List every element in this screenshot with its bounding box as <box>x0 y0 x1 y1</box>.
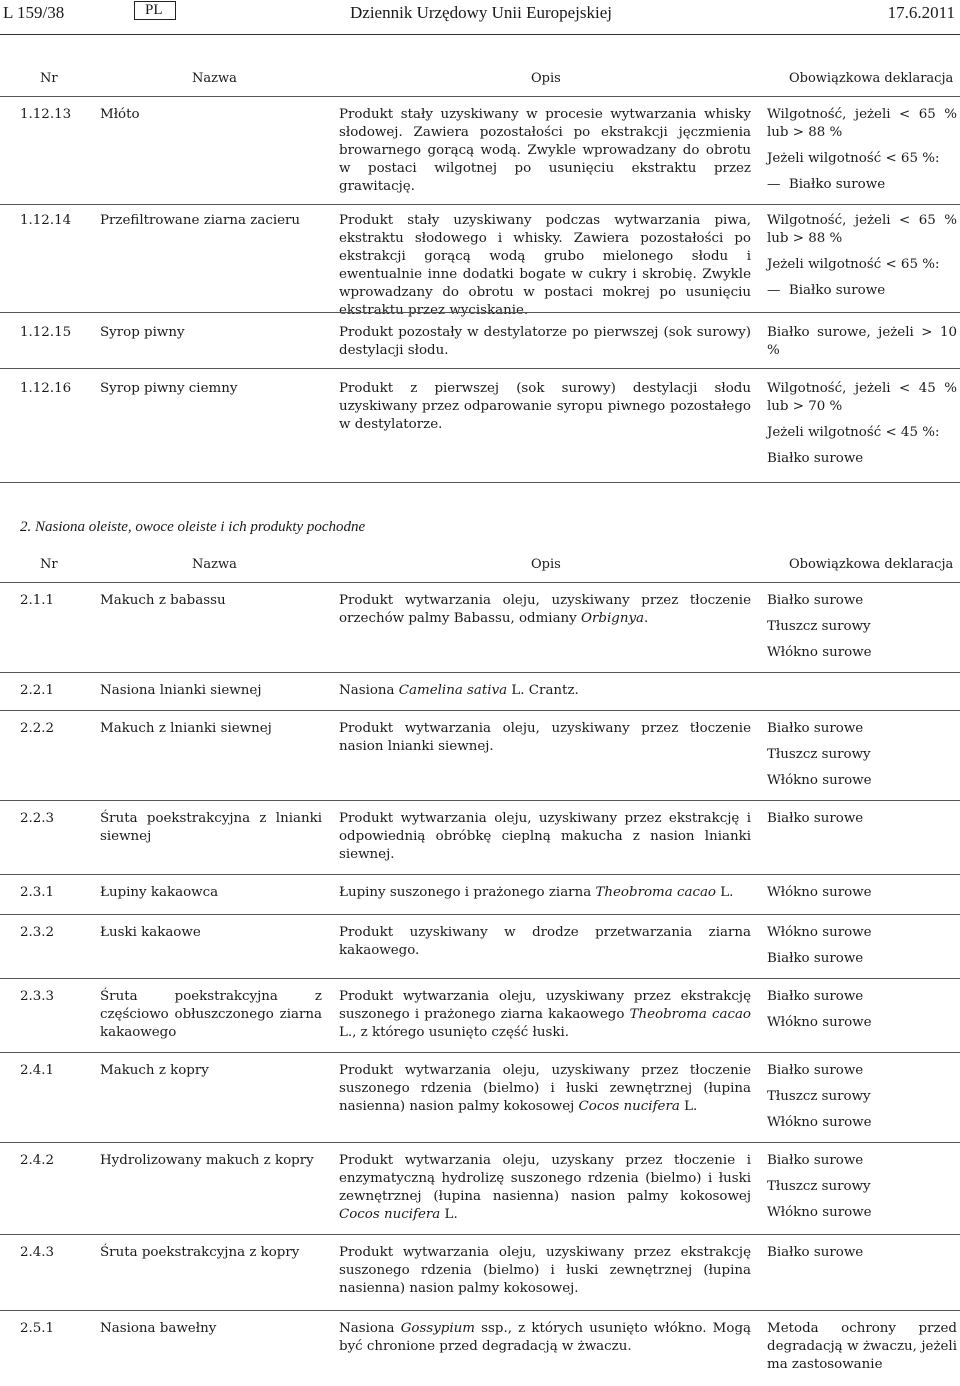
language-badge: PL <box>134 1 176 20</box>
journal-title: Dziennik Urzędowy Unii Europejskiej <box>350 3 613 22</box>
row-nazwa: Syrop piwny <box>100 325 185 340</box>
column-header-nazwa: Nazwa <box>192 557 237 572</box>
row-declaration <box>767 592 957 670</box>
row-nazwa: Makuch z kopry <box>100 1063 209 1078</box>
table-section-1 <box>0 70 960 90</box>
row-rule <box>0 1052 960 1053</box>
row-declaration <box>767 1152 957 1230</box>
row-nazwa: Przefiltrowane ziarna zacieru <box>100 213 301 228</box>
row-nazwa: Śruta poekstrakcyjna z lnianki siewnej <box>100 811 322 844</box>
table-header-rule <box>0 96 960 97</box>
publication-date: 17.6.2011 <box>887 3 955 22</box>
row-nr: 2.3.1 <box>20 885 55 900</box>
row-nr: 2.2.1 <box>20 683 55 698</box>
row-nazwa: Śruta poekstrakcyjna z kopry <box>100 1245 300 1260</box>
row-nr: 2.4.2 <box>20 1153 55 1168</box>
row-rule <box>0 914 960 915</box>
row-opis: Produkt wytwarzania oleju, uzyskiwany przez tłoczenie nasion lnianki siewnej. <box>339 721 751 754</box>
row-opis: Produkt wytwarzania oleju, uzyskany przez tłoczenie i enzymatyczną hydrolizę suszonego rdzenia (bielmo) i łuski zewnętrznej (łupina nasienna) nasion palmy kokosowej Cocos nucifera L. <box>339 1153 751 1222</box>
page-number: L 159/38 <box>3 3 65 22</box>
declaration-line: Metoda ochrony przed degradacją w żwaczu, jeżeli ma zastosowanie <box>767 1321 957 1372</box>
declaration-line: Włókno surowe <box>767 773 872 788</box>
declaration-line: Włókno surowe <box>767 645 872 660</box>
row-nr: 2.3.2 <box>20 925 55 940</box>
row-declaration <box>767 810 957 836</box>
declaration-line: Białko surowe <box>767 1245 864 1260</box>
header-rule <box>0 34 960 35</box>
declaration-line: Włókno surowe <box>767 1115 872 1130</box>
declaration-line: — Białko surowe <box>767 282 957 300</box>
row-declaration <box>767 720 957 798</box>
row-nr: 2.4.3 <box>20 1245 55 1260</box>
table-header-rule <box>0 582 960 583</box>
row-rule <box>0 1234 960 1235</box>
declaration-line: Włókno surowe <box>767 1205 872 1220</box>
row-nr: 2.2.3 <box>20 811 55 826</box>
row-declaration <box>767 380 957 476</box>
row-nazwa: Makuch z lnianki siewnej <box>100 721 272 736</box>
row-rule <box>0 1142 960 1143</box>
declaration-line: Białko surowe <box>767 593 864 608</box>
row-opis: Nasiona Camelina sativa L. Crantz. <box>339 683 579 698</box>
row-nr: 1.12.15 <box>20 325 72 340</box>
row-declaration <box>767 1244 957 1270</box>
declaration-line: Tłuszcz surowy <box>767 1179 871 1194</box>
row-nazwa: Łupiny kakaowca <box>100 885 219 900</box>
row-nazwa: Nasiona lnianki siewnej <box>100 683 262 698</box>
column-header-obowiazkowa: Obowiązkowa deklaracja <box>789 71 954 86</box>
row-opis: Produkt stały uzyskiwany w procesie wytwarzania whisky słodowej. Zawiera pozostałości po ekstrakcji jęczmienia browarnego gorącą wodą. Zwykle wprowadzany do obrotu w postaci wilgotnej po usunięciu ekstraktu przez grawitację. <box>339 107 751 194</box>
row-opis: Produkt pozostały w destylatorze po pierwszej (sok surowy) destylacji słodu. <box>339 325 751 358</box>
declaration-line: Wilgotność, jeżeli < 65 % lub > 88 % <box>767 107 957 140</box>
declaration-line: Jeżeli wilgotność < 45 %: <box>767 425 940 440</box>
row-nazwa: Śruta poekstrakcyjna z częściowo obłuszczonego ziarna kakaowego <box>100 989 322 1040</box>
declaration-line: Białko surowe <box>767 989 864 1004</box>
row-opis: Produkt wytwarzania oleju, uzyskiwany przez ekstrakcję suszonego i prażonego ziarna kakaowego Theobroma cacao L., z którego usunięto część łuski. <box>339 989 751 1040</box>
declaration-line: Włókno surowe <box>767 1015 872 1030</box>
row-rule <box>0 672 960 673</box>
declaration-line: Wilgotność, jeżeli < 65 % lub > 88 % <box>767 213 957 246</box>
declaration-line: Białko surowe <box>767 451 864 466</box>
declaration-line: Wilgotność, jeżeli < 45 % lub > 70 % <box>767 381 957 414</box>
row-opis: Łupiny suszonego i prażonego ziarna Theobroma cacao L. <box>339 885 734 900</box>
row-nr: 1.12.13 <box>20 107 72 122</box>
row-nr: 1.12.14 <box>20 213 72 228</box>
row-nr: 2.2.2 <box>20 721 55 736</box>
column-header-opis: Opis <box>531 71 561 86</box>
declaration-line: Jeżeli wilgotność < 65 %: <box>767 257 940 272</box>
section-title-text: 2. Nasiona oleiste, owoce oleiste i ich produkty pochodne <box>20 519 366 535</box>
row-nazwa: Młóto <box>100 107 140 122</box>
row-declaration <box>767 212 957 308</box>
page-header <box>0 0 960 28</box>
declaration-line: Białko surowe <box>767 1153 864 1168</box>
row-rule <box>0 710 960 711</box>
species-name: Gossypium <box>400 1321 475 1336</box>
species-name: Cocos nucifera <box>339 1207 441 1222</box>
row-opis: Produkt wytwarzania oleju, uzyskiwany przez ekstrakcję suszonego rdzenia (bielmo) i łuski zewnętrznej (łupina nasienna) nasion palmy kokosowej. <box>339 1245 751 1296</box>
row-nazwa: Makuch z babassu <box>100 593 226 608</box>
declaration-line: Białko surowe <box>767 721 864 736</box>
row-opis: Nasiona Gossypium ssp., z których usunięto włókno. Mogą być chronione przed degradacją w żwaczu. <box>339 1321 752 1354</box>
declaration-line: Tłuszcz surowy <box>767 747 871 762</box>
table-header-row <box>0 70 960 90</box>
row-declaration <box>767 1320 957 1382</box>
row-rule <box>0 1310 960 1311</box>
row-declaration <box>767 324 957 368</box>
row-opis: Produkt wytwarzania oleju, uzyskiwany przez ekstrakcję i odpowiednią obróbkę cieplną makucha z nasion lnianki siewnej. <box>339 811 751 862</box>
row-nazwa: Syrop piwny ciemny <box>100 381 238 396</box>
declaration-line: Białko surowe <box>767 811 864 826</box>
row-rule <box>0 800 960 801</box>
species-name: Cocos nucifera <box>578 1099 680 1114</box>
row-declaration <box>767 924 957 976</box>
table-header-row <box>0 556 960 576</box>
row-opis: Produkt stały uzyskiwany podczas wytwarzania piwa, ekstraktu słodowego i whisky. Zawiera pozostałości po ekstrakcji gorącą wodą grubo mielonego słodu i ewentualnie inne dodatki bogate w cukry i skrobię. Zwykle wprowadzany do obrotu w postaci mokrej po usunięciu ekstraktu przez wyciskanie. <box>339 213 751 318</box>
species-name: Camelina sativa <box>398 683 508 698</box>
declaration-line: Białko surowe <box>767 1063 864 1078</box>
declaration-line: Białko surowe, jeżeli > 10 % <box>767 325 957 358</box>
row-nr: 2.4.1 <box>20 1063 55 1078</box>
column-header-obowiazkowa: Obowiązkowa deklaracja <box>789 557 954 572</box>
row-declaration <box>767 1062 957 1140</box>
section-title <box>20 518 365 536</box>
row-opis: Produkt wytwarzania oleju, uzyskiwany przez tłoczenie orzechów palmy Babassu, odmiany Orbignya. <box>339 593 751 626</box>
declaration-line: Jeżeli wilgotność < 65 %: <box>767 151 940 166</box>
row-nazwa: Nasiona bawełny <box>100 1321 217 1336</box>
table-bottom-rule <box>0 482 960 483</box>
row-nr: 2.3.3 <box>20 989 55 1004</box>
row-opis: Produkt z pierwszej (sok surowy) destylacji słodu uzyskiwany przez odparowanie syropu piwnego pozostałego w destylatorze. <box>339 381 751 432</box>
row-rule <box>0 368 960 369</box>
row-declaration <box>767 106 957 202</box>
row-nr: 1.12.16 <box>20 381 72 396</box>
row-nr: 2.5.1 <box>20 1321 55 1336</box>
declaration-line: Włókno surowe <box>767 885 872 900</box>
declaration-line: Białko surowe <box>767 951 864 966</box>
row-opis: Produkt uzyskiwany w drodze przetwarzania ziarna kakaowego. <box>339 925 751 958</box>
declaration-line: — Białko surowe <box>767 176 957 194</box>
column-header-opis: Opis <box>531 557 561 572</box>
declaration-line: Tłuszcz surowy <box>767 619 871 634</box>
declaration-line: Tłuszcz surowy <box>767 1089 871 1104</box>
declaration-line: Włókno surowe <box>767 925 872 940</box>
row-opis: Produkt wytwarzania oleju, uzyskiwany przez tłoczenie suszonego rdzenia (bielmo) i łuski zewnętrznej (łupina nasienna) nasion palmy kokosowej Cocos nucifera L. <box>339 1063 751 1114</box>
column-header-nr: Nr <box>40 557 58 572</box>
row-rule <box>0 874 960 875</box>
row-nazwa: Hydrolizowany makuch z kopry <box>100 1153 314 1168</box>
table-section-2 <box>0 556 960 576</box>
column-header-nazwa: Nazwa <box>192 71 237 86</box>
species-name: Theobroma cacao <box>629 1007 751 1022</box>
species-name: Theobroma cacao <box>595 885 716 900</box>
row-declaration <box>767 988 957 1040</box>
row-declaration <box>767 884 957 910</box>
row-nazwa: Łuski kakaowe <box>100 925 201 940</box>
row-rule <box>0 204 960 205</box>
species-name: Orbignya <box>581 611 644 626</box>
row-rule <box>0 978 960 979</box>
row-nr: 2.1.1 <box>20 593 55 608</box>
row-rule <box>0 312 960 313</box>
column-header-nr: Nr <box>40 71 58 86</box>
